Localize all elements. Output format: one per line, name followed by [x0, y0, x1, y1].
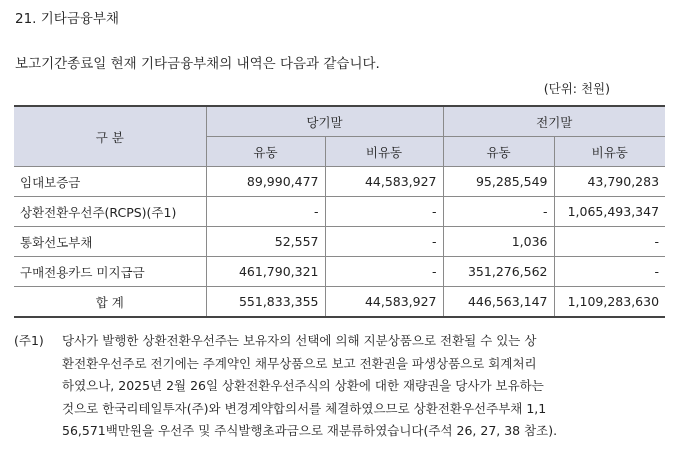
- header-prior-period: 전기말: [443, 106, 665, 137]
- header-category: 구 분: [14, 106, 206, 167]
- intro-text: 보고기간종료일 현재 기타금융부채의 내역은 다음과 같습니다.: [15, 56, 380, 72]
- table-row: [14, 227, 665, 257]
- cell-current-noncurrent: -: [325, 257, 443, 287]
- footnote: [14, 330, 684, 443]
- row-label: 통화선도부채: [14, 227, 206, 257]
- table-row: [14, 197, 665, 227]
- cell-current-current: 461,790,321: [206, 257, 325, 287]
- other-financial-liabilities-table: [14, 105, 665, 318]
- cell-prior-noncurrent: 1,065,493,347: [554, 197, 665, 227]
- total-prior-current: 446,563,147: [443, 287, 554, 318]
- total-current-current: 551,833,355: [206, 287, 325, 318]
- cell-prior-noncurrent: -: [554, 227, 665, 257]
- total-prior-noncurrent: 1,109,283,630: [554, 287, 665, 318]
- table-row: [14, 257, 665, 287]
- header-prior-noncurrent: 비유동: [554, 137, 665, 167]
- section-title: 21. 기타금융부채: [15, 11, 120, 27]
- cell-prior-current: -: [443, 197, 554, 227]
- cell-prior-current: 351,276,562: [443, 257, 554, 287]
- cell-current-noncurrent: -: [325, 197, 443, 227]
- footnote-line: 당사가 발행한 상환전환우선주는 보유자의 선택에 의해 지분상품으로 전환될 수 있는 상: [62, 333, 537, 348]
- footnote-line: 환전환우선주로 전기에는 주계약인 채무상품으로 보고 전환권을 파생상품으로 회계처리: [62, 355, 537, 371]
- cell-current-noncurrent: -: [325, 227, 443, 257]
- cell-current-noncurrent: 44,583,927: [325, 167, 443, 197]
- cell-prior-current: 1,036: [443, 227, 554, 257]
- row-label: 임대보증금: [14, 167, 206, 197]
- footnote-line: 것으로 한국리테일투자(주)와 변경계약합의서를 체결하였으므로 상환전환우선주부채 1,1: [62, 400, 547, 416]
- total-row: [14, 287, 665, 318]
- cell-current-current: -: [206, 197, 325, 227]
- cell-prior-current: 95,285,549: [443, 167, 554, 197]
- unit-label: (단위: 천원): [543, 81, 610, 96]
- cell-current-current: 89,990,477: [206, 167, 325, 197]
- footnote-line: 56,571백만원을 우선주 및 주식발행초과금으로 재분류하였습니다(주석 26, 27, 38 참조).: [62, 423, 558, 438]
- footnote-line: 하였으나, 2025년 2월 26일 상환전환우선주식의 상환에 대한 재량권을 당사가 보유하는: [62, 378, 544, 393]
- cell-prior-noncurrent: 43,790,283: [554, 167, 665, 197]
- footnote-tag: (주1): [14, 333, 44, 348]
- total-current-noncurrent: 44,583,927: [325, 287, 443, 318]
- header-prior-current: 유동: [443, 137, 554, 167]
- header-current-period: 당기말: [206, 106, 443, 137]
- header-current-current: 유동: [206, 137, 325, 167]
- total-label: 합 계: [14, 287, 206, 318]
- header-current-noncurrent: 비유동: [325, 137, 443, 167]
- cell-prior-noncurrent: -: [554, 257, 665, 287]
- row-label: 상환전환우선주(RCPS)(주1): [14, 197, 206, 227]
- table-row: [14, 167, 665, 197]
- cell-current-current: 52,557: [206, 227, 325, 257]
- row-label: 구매전용카드 미지급금: [14, 257, 206, 287]
